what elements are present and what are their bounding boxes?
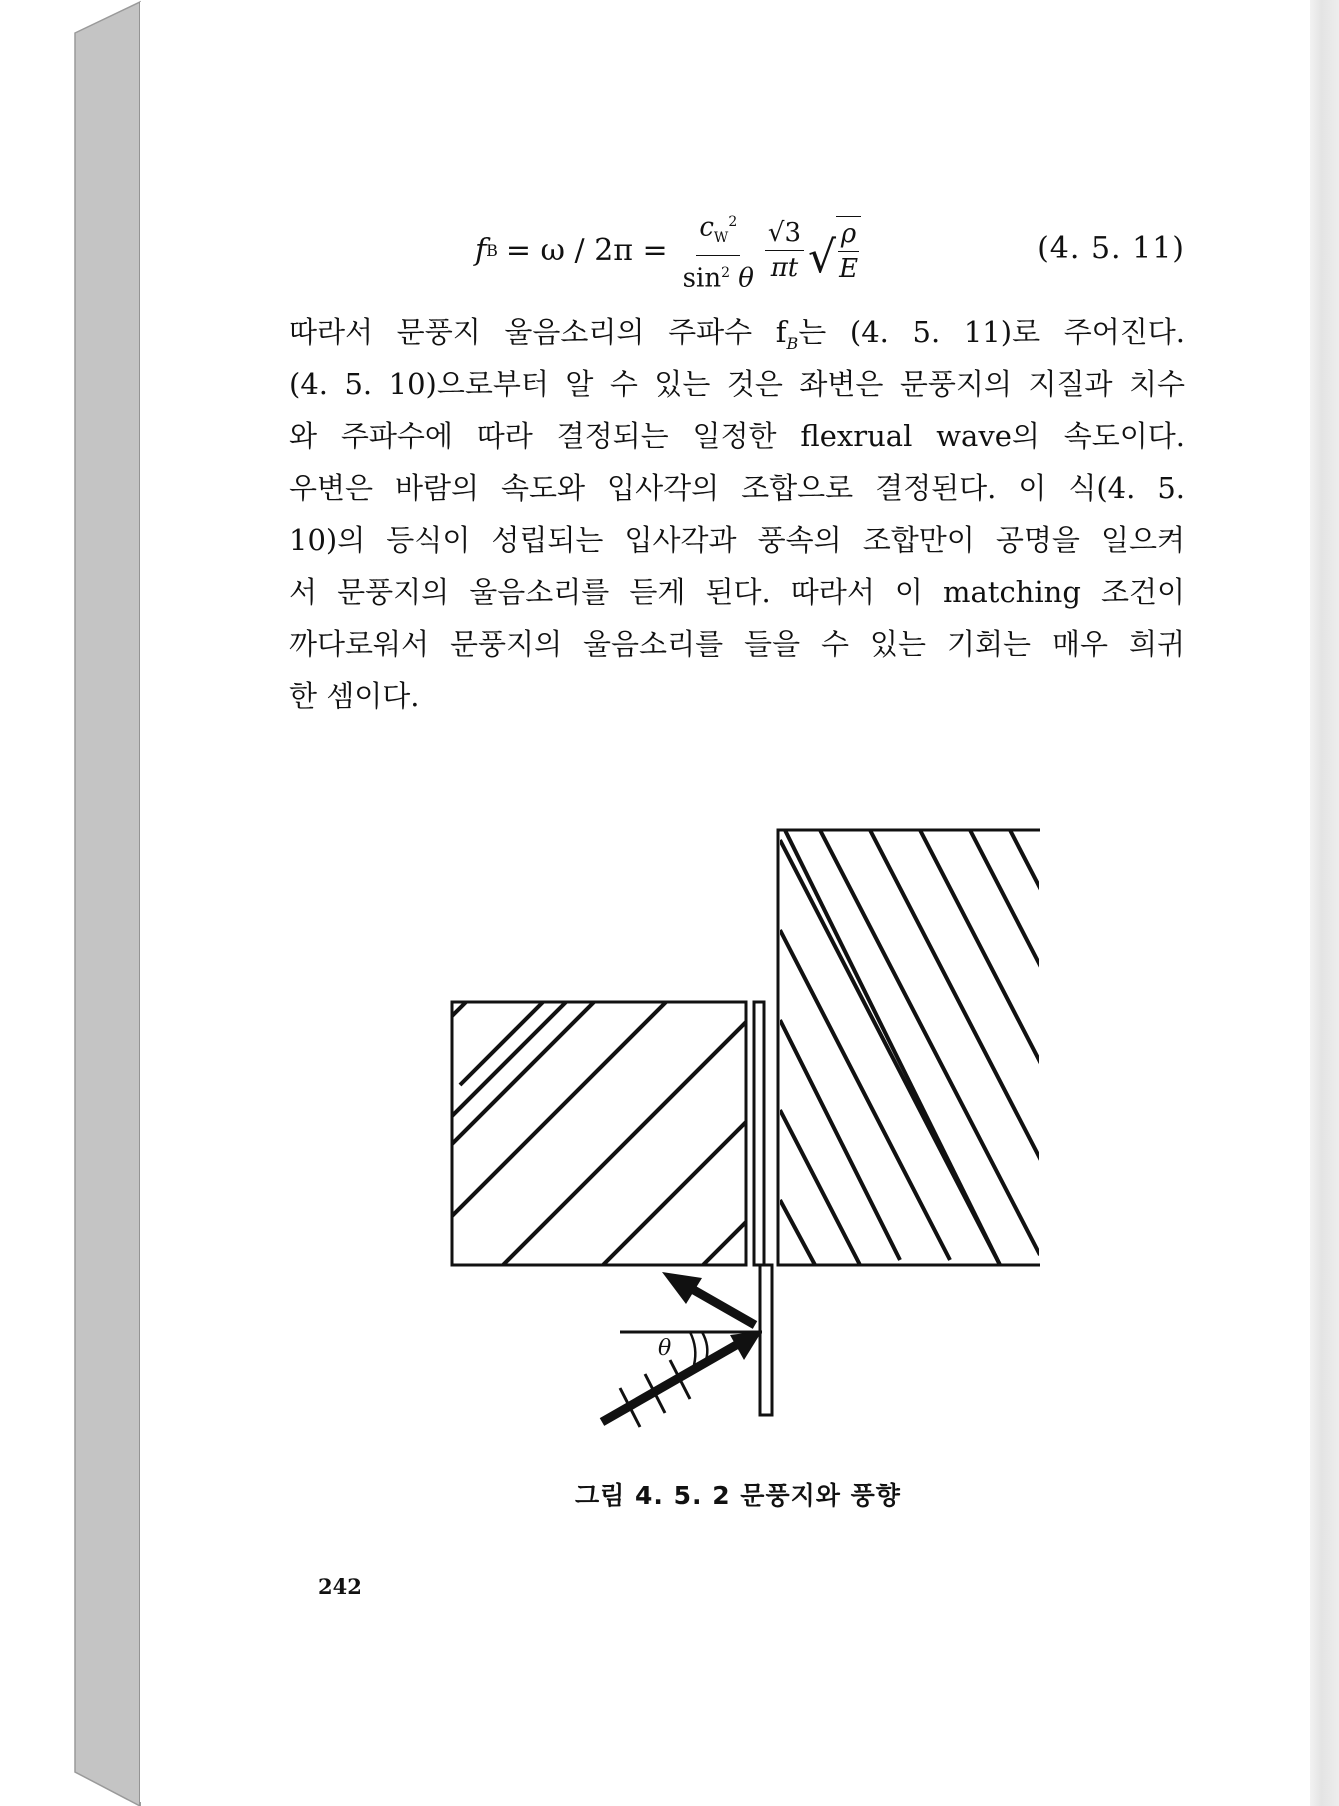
eq-frac1-numerator <box>696 207 740 256</box>
paragraph-line-1 <box>289 306 1185 358</box>
eq-frac2-denominator <box>768 251 802 283</box>
paper-door <box>746 1002 772 1415</box>
eq-frac3-numerator <box>838 219 859 252</box>
equation-number: (4. 5. 11) <box>1037 231 1185 266</box>
page-edge <box>1310 0 1339 1806</box>
page-number: 242 <box>318 1574 362 1599</box>
eq-frac3-den: E <box>839 254 859 284</box>
eq-frac1-denominator <box>680 256 757 294</box>
eq-fraction-1 <box>680 207 757 294</box>
eq-sqrt-body <box>836 216 861 284</box>
left-wall <box>452 1002 746 1265</box>
paragraph-line-1-tail: 는 (4. 5. 11)로 주어진다. <box>798 315 1185 349</box>
paragraph-line-1-sub: B <box>786 333 799 353</box>
eq-frac3-num: ρ <box>840 219 857 249</box>
eq-lhs: f <box>475 232 487 268</box>
angle-arc <box>690 1332 695 1365</box>
figure-caption: 그림 4. 5. 2 문풍지와 풍향 <box>575 1481 901 1510</box>
paragraph-line-2: (4. 5. 10)으로부터 알 수 있는 것은 좌변은 문풍지의 지질과 치수 <box>289 367 1185 401</box>
angle-label: θ <box>658 1336 672 1361</box>
eq-frac3-denominator <box>836 252 861 284</box>
sqrt-icon: √ <box>808 232 837 283</box>
paragraph-line-1-text: 따라서 문풍지 울음소리의 주파수 f <box>289 315 787 349</box>
paragraph-line-3: 와 주파수에 따라 결정되는 일정한 flexrual wave의 속도이다. <box>289 419 1185 453</box>
eq-sqrt <box>808 216 861 284</box>
eq-frac1-den-sup: 2 <box>721 264 730 281</box>
eq-frac1-num-sub: W <box>713 229 729 246</box>
eq-frac2-den: πt <box>770 252 799 283</box>
paragraph <box>289 306 1185 722</box>
paragraph-line-5: 10)의 등식이 성립되는 입사각과 풍속의 조합만이 공명을 일으켜 <box>289 523 1185 557</box>
eq-frac1-num-sup: 2 <box>728 213 738 230</box>
eq-frac1-den-var: θ <box>738 263 754 294</box>
paragraph-line-7: 까다로워서 문풍지의 울음소리를 들을 수 있는 기회는 매우 희귀 <box>289 627 1185 661</box>
eq-fraction-3 <box>836 219 861 284</box>
paper-door-figure <box>440 820 1040 1440</box>
eq-lhs-sub: B <box>486 240 498 260</box>
paragraph-line-6: 서 문풍지의 울음소리를 듣게 된다. 따라서 이 matching 조건이 <box>289 575 1185 609</box>
reflected-wind-arrow <box>662 1272 755 1325</box>
paragraph-line-4: 우변은 바람의 속도와 입사각의 조합으로 결정된다. 이 식(4. 5. <box>289 471 1185 505</box>
right-wall-hatch <box>780 820 1040 1265</box>
incident-wind-arrow <box>602 1331 762 1427</box>
paragraph-line-8: 한 셈이다. <box>289 679 420 713</box>
eq-fraction-2 <box>765 218 804 283</box>
eq-middle: = ω / 2π = <box>505 232 668 268</box>
equation-4-5-11 <box>475 205 1195 295</box>
eq-frac2-num: √3 <box>765 218 804 251</box>
equation-formula <box>475 205 861 295</box>
angle-arc-2 <box>702 1332 707 1360</box>
eq-frac1-num: c <box>699 212 714 243</box>
eq-frac1-den: sin <box>682 263 722 294</box>
